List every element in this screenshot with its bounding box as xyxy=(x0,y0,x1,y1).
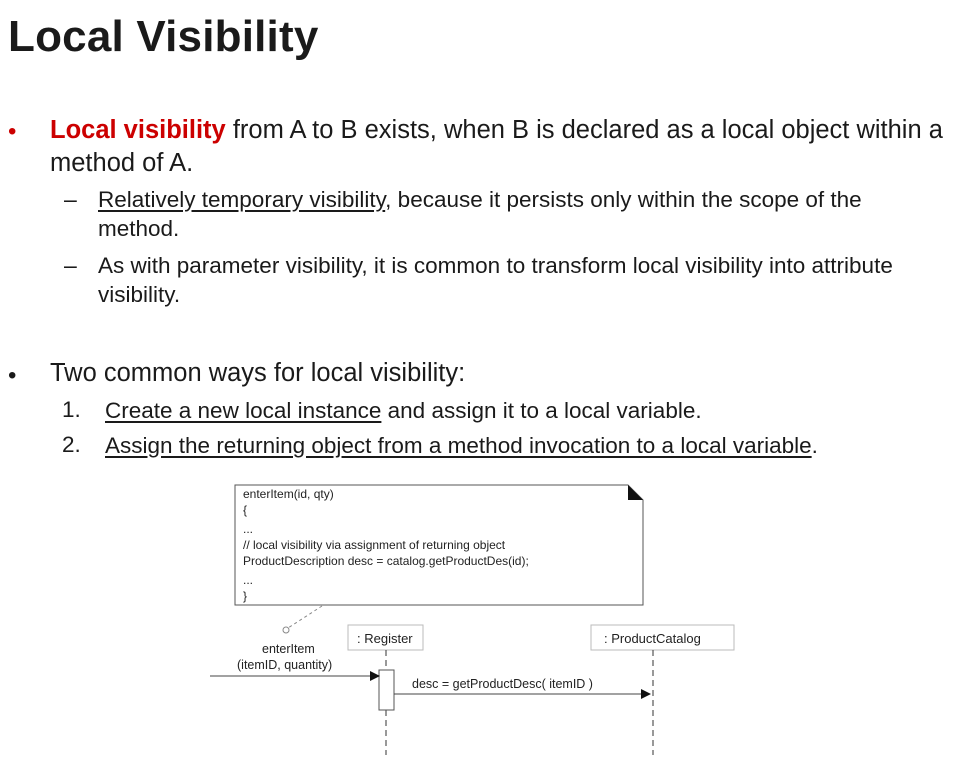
list-item-1-underlined: Create a new local instance xyxy=(105,398,382,423)
bullet-1-rest: from A to B exists, when B is declared as a local object within a method of A. xyxy=(50,116,943,177)
dash-marker: – xyxy=(64,252,77,278)
note-line: ... xyxy=(243,573,254,587)
sub-bullet-1-rest: , because it persists only within the scope of the method. xyxy=(98,187,862,241)
sub-bullet-2 xyxy=(98,251,970,309)
note-line: // local visibility via assignment of returning object xyxy=(243,538,506,552)
bullet-marker: • xyxy=(8,362,17,389)
sub-bullet-1-underlined: Relatively temporary visibility xyxy=(98,187,386,212)
activation-bar xyxy=(379,670,394,710)
lifeline-label-register: : Register xyxy=(357,631,413,646)
bullet-1-text xyxy=(50,114,950,180)
note-line: ... xyxy=(243,522,254,536)
incoming-message-label: enterItem xyxy=(262,642,315,656)
message-label: desc = getProductDesc( itemID ) xyxy=(412,677,593,691)
arrowhead xyxy=(641,689,651,699)
list-item-2-rest: . xyxy=(811,433,818,458)
sub-bullet-2-text: As with parameter visibility, it is common to transform local visibility into attribute visibility. xyxy=(98,253,893,307)
list-item-2-underlined: Assign the returning object from a method invocation to a local variable xyxy=(105,433,812,458)
sequence-diagram xyxy=(0,460,972,760)
bullet-marker: • xyxy=(8,118,17,145)
note-line: { xyxy=(243,503,248,517)
page-title: Local Visibility xyxy=(8,12,319,61)
list-item-1-rest: and assign it to a local variable. xyxy=(381,398,702,423)
note-line: ProductDescription desc = catalog.getProductDes(id); xyxy=(243,554,529,568)
list-item-2 xyxy=(105,431,818,460)
incoming-message-args: (itemID, quantity) xyxy=(237,658,333,672)
list-number: 1. xyxy=(62,397,81,422)
list-item-1 xyxy=(105,396,702,425)
bullet-2-text: Two common ways for local visibility: xyxy=(50,359,466,387)
sub-bullet-1 xyxy=(98,185,948,243)
dash-marker: – xyxy=(64,186,77,212)
anchor-circle xyxy=(283,627,289,633)
list-number: 2. xyxy=(62,432,81,457)
note-anchor xyxy=(288,606,322,628)
note-line: enterItem(id, qty) xyxy=(243,487,334,501)
lifeline-label-catalog: : ProductCatalog xyxy=(604,631,701,646)
note-line: } xyxy=(243,589,248,603)
bullet-1-highlight: Local visibility xyxy=(50,116,226,144)
note-fold xyxy=(628,485,643,500)
